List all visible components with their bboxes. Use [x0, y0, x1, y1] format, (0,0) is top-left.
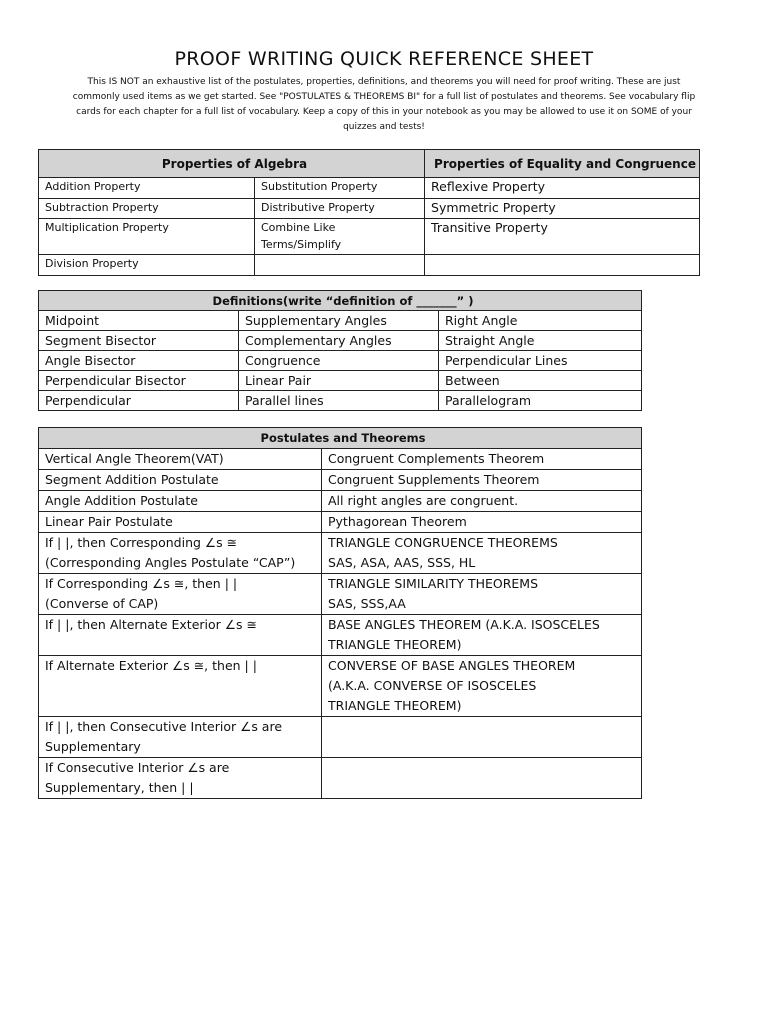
table-cell: Complementary Angles	[239, 331, 439, 351]
cell-line: TRIANGLE CONGRUENCE THEOREMS	[328, 535, 558, 550]
table-cell	[322, 491, 642, 512]
table-cell	[39, 533, 322, 574]
table-cell	[425, 178, 700, 199]
table-cell	[39, 717, 322, 758]
cell-line: Reflexive Property	[431, 179, 545, 194]
algebra-header: Properties of Algebra	[39, 150, 425, 178]
cell-line: Transitive Property	[431, 220, 548, 235]
table-cell	[322, 758, 642, 799]
cell-line: If Corresponding ∠s ≅, then | |	[45, 576, 238, 591]
table-row	[39, 219, 700, 255]
intro-line: cards for each chapter for a full list of vocabulary. Keep a copy of this in your notebook as you may be allowed to use it on SOME of your	[76, 107, 692, 117]
table-row	[39, 512, 642, 533]
cell-line: Supplementary	[45, 739, 141, 754]
table-row	[39, 391, 642, 411]
page-title: PROOF WRITING QUICK REFERENCE SHEET	[174, 48, 594, 70]
cell-line: Congruent Supplements Theorem	[328, 472, 540, 487]
cell-line: Substitution Property	[261, 180, 378, 193]
cell-line: All right angles are congruent.	[328, 493, 519, 508]
table-cell	[39, 449, 322, 470]
cell-line: Symmetric Property	[431, 200, 556, 215]
table-cell: Parallel lines	[239, 391, 439, 411]
cell-line: Division Property	[45, 257, 139, 270]
table-row	[39, 656, 642, 717]
cell-line: (A.K.A. CONVERSE OF ISOSCELES	[328, 678, 537, 693]
table-cell	[322, 470, 642, 491]
cell-line: (Converse of CAP)	[45, 596, 159, 611]
table-cell: Congruence	[239, 351, 439, 371]
table-cell	[39, 470, 322, 491]
cell-line: Vertical Angle Theorem(VAT)	[45, 451, 224, 466]
table-cell	[39, 574, 322, 615]
table-row	[39, 178, 700, 199]
table-cell	[425, 199, 700, 219]
table-cell	[255, 178, 425, 199]
table-cell	[322, 574, 642, 615]
cell-line: Terms/Simplify	[261, 238, 342, 251]
cell-line: Pythagorean Theorem	[328, 514, 467, 529]
table-cell: Perpendicular	[39, 391, 239, 411]
table-cell	[39, 512, 322, 533]
table-cell: Segment Bisector	[39, 331, 239, 351]
cell-line: If Consecutive Interior ∠s are	[45, 760, 230, 775]
cell-line: Congruent Complements Theorem	[328, 451, 545, 466]
table-cell	[39, 219, 255, 255]
cell-line: If | |, then Corresponding ∠s ≅	[45, 535, 238, 550]
intro-paragraph	[44, 75, 724, 135]
table-cell	[322, 615, 642, 656]
table-row	[39, 470, 642, 491]
cell-line: Supplementary, then | |	[45, 780, 194, 795]
table-cell: Parallelogram	[439, 391, 642, 411]
table-cell: Straight Angle	[439, 331, 642, 351]
table-row	[39, 533, 642, 574]
intro-line: commonly used items as we get started. See "POSTULATES & THEOREMS BI" for a full list of postulates and theorems. See vocabulary flip	[72, 92, 696, 102]
cell-line: Addition Property	[45, 180, 141, 193]
table-cell	[39, 758, 322, 799]
table-cell	[322, 717, 642, 758]
table-cell	[39, 178, 255, 199]
table-cell	[322, 512, 642, 533]
table-row	[39, 371, 642, 391]
table-cell	[255, 255, 425, 276]
table-cell	[39, 615, 322, 656]
definitions-table	[38, 290, 642, 411]
cell-line: Distributive Property	[261, 201, 375, 214]
table-row	[39, 491, 642, 512]
table-cell	[425, 255, 700, 276]
table-cell: Supplementary Angles	[239, 311, 439, 331]
table-cell	[39, 656, 322, 717]
table-row	[39, 255, 700, 276]
intro-line: This IS NOT an exhaustive list of the postulates, properties, definitions, and theorems you will need for proof writing. These are just	[87, 77, 681, 87]
table-cell	[39, 491, 322, 512]
cell-line: TRIANGLE THEOREM)	[328, 637, 462, 652]
cell-line: (Corresponding Angles Postulate “CAP”)	[45, 555, 296, 570]
cell-line: Combine Like	[261, 221, 336, 234]
table-cell: Angle Bisector	[39, 351, 239, 371]
cell-line: BASE ANGLES THEOREM (A.K.A. ISOSCELES	[328, 617, 600, 632]
cell-line: Subtraction Property	[45, 201, 159, 214]
cell-line: Segment Addition Postulate	[45, 472, 219, 487]
table-row	[39, 717, 642, 758]
table-row	[39, 311, 642, 331]
table-cell: Perpendicular Bisector	[39, 371, 239, 391]
table-row	[39, 199, 700, 219]
cell-line: If Alternate Exterior ∠s ≅, then | |	[45, 658, 257, 673]
definitions-header: Definitions(write “definition of _______” )	[39, 291, 642, 311]
cell-line: Angle Addition Postulate	[45, 493, 198, 508]
table-row	[39, 351, 642, 371]
table-cell: Linear Pair	[239, 371, 439, 391]
cell-line: Multiplication Property	[45, 221, 169, 234]
table-cell	[322, 449, 642, 470]
table-cell	[322, 533, 642, 574]
table-cell	[255, 219, 425, 255]
table-cell: Midpoint	[39, 311, 239, 331]
table-cell	[39, 255, 255, 276]
table-cell	[322, 656, 642, 717]
table-row	[39, 758, 642, 799]
properties-table	[38, 149, 700, 276]
postulates-table	[38, 427, 642, 799]
table-cell	[39, 199, 255, 219]
cell-line: TRIANGLE SIMILARITY THEOREMS	[328, 576, 539, 591]
intro-line: quizzes and tests!	[343, 122, 425, 132]
equality-header: Properties of Equality and Congruence	[425, 150, 700, 178]
cell-line: If | |, then Alternate Exterior ∠s ≅	[45, 617, 257, 632]
table-row	[39, 615, 642, 656]
table-cell: Right Angle	[439, 311, 642, 331]
cell-line: TRIANGLE THEOREM)	[328, 698, 462, 713]
cell-line: CONVERSE OF BASE ANGLES THEOREM	[328, 658, 576, 673]
table-cell	[425, 219, 700, 255]
cell-line: SAS, ASA, AAS, SSS, HL	[328, 555, 476, 570]
table-cell: Perpendicular Lines	[439, 351, 642, 371]
postulates-header: Postulates and Theorems	[39, 428, 642, 449]
table-row	[39, 449, 642, 470]
table-row	[39, 574, 642, 615]
table-cell: Between	[439, 371, 642, 391]
table-row	[39, 331, 642, 351]
table-cell	[255, 199, 425, 219]
cell-line: If | |, then Consecutive Interior ∠s are	[45, 719, 283, 734]
cell-line: SAS, SSS,AA	[328, 596, 406, 611]
cell-line: Linear Pair Postulate	[45, 514, 173, 529]
